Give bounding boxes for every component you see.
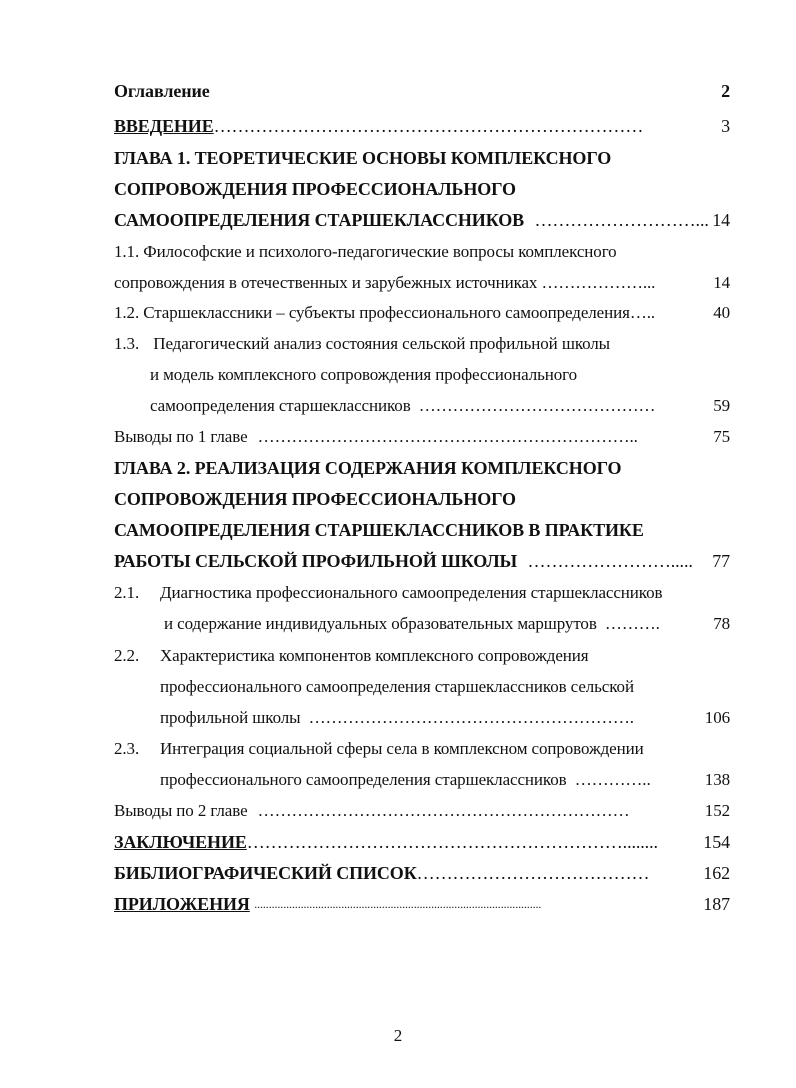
toc-leader-dots: ………….. — [574, 770, 651, 789]
toc-entry-text: САМООПРЕДЕЛЕНИЯ СТАРШЕКЛАССНИКОВ В ПРАКТИКЕ — [114, 520, 644, 540]
toc-entry-2-3-line2[interactable] — [160, 770, 730, 790]
toc-entry-text: Характеристика компонентов комплексного сопровождения — [160, 646, 589, 665]
toc-entry-text: ВВЕДЕНИЕ — [114, 116, 214, 136]
toc-entry-text: самоопределения старшеклассников — [150, 396, 411, 415]
toc-leader-dots: …………………………………… — [418, 396, 656, 415]
toc-leader-dots: ................................................................................................... — [254, 897, 542, 911]
toc-entry-text: СОПРОВОЖДЕНИЯ ПРОФЕССИОНАЛЬНОГО — [114, 489, 516, 509]
toc-entry-1-3-line2[interactable] — [150, 365, 577, 385]
toc-entry-conclusions-1[interactable] — [114, 427, 730, 447]
toc-page-number: 138 — [704, 770, 730, 789]
toc-entry-chapter2-line1[interactable] — [114, 458, 621, 478]
toc-entry-text: Выводы по 1 главе — [114, 427, 248, 446]
toc-entry-appendices[interactable] — [114, 894, 730, 914]
toc-entry-text: БИБЛИОГРАФИЧЕСКИЙ СПИСОК — [114, 863, 417, 883]
toc-entry-2-2-line3[interactable] — [160, 708, 730, 728]
toc-entry-text: сопровождения в отечественных и зарубежных источниках — [114, 273, 538, 292]
toc-leader-dots: ………………………………………………………........ — [246, 832, 658, 852]
toc-page-number: 14 — [712, 210, 730, 230]
toc-page-number: 162 — [703, 863, 730, 883]
toc-entry-text: СОПРОВОЖДЕНИЯ ПРОФЕССИОНАЛЬНОГО — [114, 179, 516, 199]
toc-entry-bibliography[interactable] — [114, 863, 730, 883]
toc-leader-dots: ………………………... — [534, 210, 709, 230]
toc-page-number: 187 — [703, 894, 730, 914]
toc-entry-1-1-line2[interactable] — [114, 273, 730, 293]
toc-page-number: 152 — [704, 801, 730, 820]
toc-entry-chapter2-line4[interactable] — [114, 551, 730, 571]
toc-page-number: 154 — [703, 832, 730, 852]
toc-entry-text: Выводы по 2 главе — [114, 801, 248, 820]
toc-page-number: 78 — [713, 614, 730, 633]
toc-entry-2-3-line1[interactable] — [114, 739, 644, 759]
toc-entry-text: ГЛАВА 2. РЕАЛИЗАЦИЯ СОДЕРЖАНИЯ КОМПЛЕКСНОГО — [114, 458, 622, 478]
toc-leader-dots: ………. — [604, 614, 660, 633]
toc-entry-text: профильной школы — [160, 708, 301, 727]
toc-entry-2-1-line2[interactable] — [164, 614, 730, 634]
toc-page-number: 3 — [721, 116, 730, 136]
toc-leader-dots: ………………………………… — [416, 863, 650, 883]
toc-entry-text: Педагогический анализ состояния сельской профильной школы — [153, 334, 610, 353]
toc-entry-text: 1.2. Старшеклассники – субъекты профессионального самоопределения — [114, 303, 630, 322]
toc-entry-text: и модель комплексного сопровождения профессионального — [150, 365, 578, 384]
toc-leader-dots: ………………………………………………………… — [257, 801, 630, 820]
toc-entry-chapter1-line1[interactable] — [114, 148, 611, 168]
toc-entry-1-2[interactable] — [114, 303, 730, 323]
toc-entry-text: 1.1. Философские и психолого-педагогические вопросы комплексного — [114, 242, 617, 261]
toc-entry-text: РАБОТЫ СЕЛЬСКОЙ ПРОФИЛЬНОЙ ШКОЛЫ — [114, 551, 518, 571]
page-number: 2 — [393, 1026, 403, 1045]
toc-title-page: 2 — [721, 81, 730, 101]
toc-entry-text: профессионального самоопределения старшеклассников — [160, 770, 567, 789]
toc-entry-1-3-line1[interactable] — [114, 334, 610, 354]
toc-leader-dots: ……………………………………………………………… — [213, 116, 644, 136]
toc-title: Оглавление — [114, 81, 210, 101]
toc-entry-number: 2.3. — [114, 739, 140, 758]
toc-leader-dots: ………………………………………………………….. — [257, 427, 638, 446]
toc-entry-conclusions-2[interactable] — [114, 801, 730, 821]
toc-leader-dots: ………………... — [541, 273, 656, 292]
toc-entry-text: ЗАКЛЮЧЕНИЕ — [114, 832, 247, 852]
toc-entry-text: и содержание индивидуальных образовательных маршрутов — [164, 614, 597, 633]
toc-entry-chapter1-line3[interactable] — [114, 210, 730, 230]
toc-entry-1-3-line3[interactable] — [150, 396, 730, 416]
toc-entry-chapter1-line2[interactable] — [114, 179, 516, 199]
toc-leader-dots: ……………………..... — [527, 551, 693, 571]
toc-entry-text: ПРИЛОЖЕНИЯ — [114, 894, 250, 914]
toc-entry-1-1-line1[interactable] — [114, 242, 617, 262]
toc-page-number: 14 — [713, 273, 730, 292]
toc-entry-number: 2.2. — [114, 646, 140, 665]
toc-entry-text: профессионального самоопределения старшеклассников сельской — [160, 677, 634, 696]
toc-leader-dots: ….. — [629, 303, 656, 322]
toc-entry-chapter2-line2[interactable] — [114, 489, 516, 509]
toc-entry-text: Диагностика профессионального самоопределения старшеклассников — [160, 583, 663, 602]
toc-page-number: 75 — [713, 427, 730, 446]
toc-page-number: 40 — [713, 303, 730, 322]
toc-entry-2-2-line1[interactable] — [114, 646, 589, 666]
toc-entry-conclusion[interactable] — [114, 832, 730, 852]
toc-entry-chapter2-line3[interactable] — [114, 520, 644, 540]
toc-entry-text: САМООПРЕДЕЛЕНИЯ СТАРШЕКЛАССНИКОВ — [114, 210, 525, 230]
toc-page-number: 106 — [704, 708, 730, 727]
toc-entry-text: ГЛАВА 1. ТЕОРЕТИЧЕСКИЕ ОСНОВЫ КОМПЛЕКСНОГО — [114, 148, 612, 168]
toc-leader-dots: …………………………………………………. — [308, 708, 634, 727]
toc-entry-number: 1.3. — [114, 334, 140, 353]
toc-entry-number: 2.1. — [114, 583, 140, 602]
toc-entry-intro[interactable] — [114, 116, 730, 136]
toc-page-number: 59 — [713, 396, 730, 415]
toc-page-number: 77 — [712, 551, 730, 571]
toc-entry-2-2-line2[interactable] — [160, 677, 634, 697]
toc-title-line — [114, 81, 730, 101]
toc-entry-2-1-line1[interactable] — [114, 583, 663, 603]
toc-entry-text: Интеграция социальной сферы села в комплексном сопровождении — [160, 739, 644, 758]
